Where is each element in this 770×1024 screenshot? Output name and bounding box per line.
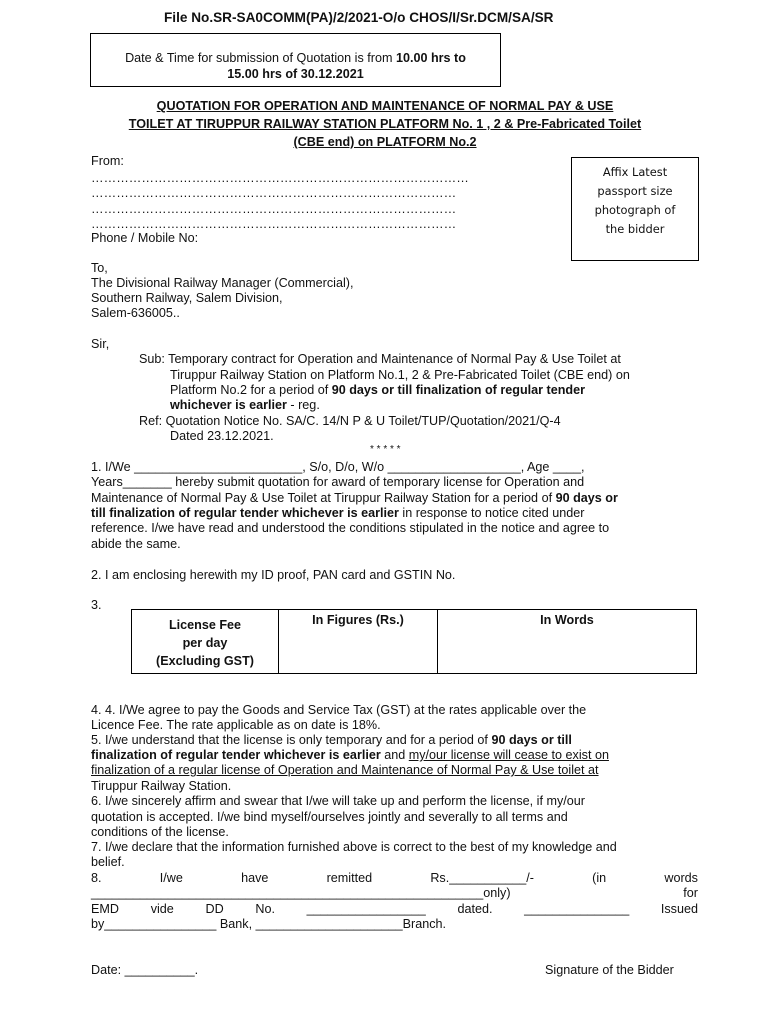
para6-line-2: quotation is accepted. I/we bind myself/ourselves jointly and severally to all terms and bbox=[91, 810, 568, 824]
para6-line-3: conditions of the license. bbox=[91, 825, 229, 839]
para8-line-2: ________________________________________________________only) for bbox=[91, 886, 698, 900]
para1-line-5: reference. I/we have read and understood the conditions stipulated in the notice and agree to bbox=[91, 521, 610, 535]
to-label: To, bbox=[91, 261, 108, 275]
salutation: Sir, bbox=[91, 337, 110, 351]
para5-line-1: 5. I/we understand that the license is only temporary and for a period of 90 days or till bbox=[91, 733, 572, 747]
deadline-line-2: 15.00 hrs of 30.12.2021 bbox=[227, 67, 364, 81]
para8-line-4: by________________ Bank, _____________________Branch. bbox=[91, 917, 447, 931]
deadline-line-1: Date & Time for submission of Quotation is from 10.00 hrs to bbox=[125, 51, 466, 65]
para7-line-2: belief. bbox=[91, 855, 125, 869]
from-dots-4: …………………………………………………………………………… bbox=[91, 217, 457, 231]
para7-line-1: 7. I/we declare that the information furnished above is correct to the best of my knowledge and bbox=[91, 840, 617, 854]
in-words-header: In Words bbox=[438, 610, 697, 674]
from-dots-3: …………………………………………………………………………… bbox=[91, 202, 457, 216]
para5-line-4: Tiruppur Railway Station. bbox=[91, 779, 232, 793]
para8-line-3: EMD vide DD No. _________________ dated. _______________ Issued bbox=[91, 902, 698, 916]
para4-line-1: 4. 4. I/We agree to pay the Goods and Service Tax (GST) at the rates applicable over the bbox=[91, 703, 587, 717]
para6-line-1: 6. I/we sincerely affirm and swear that I/we will take up and perform the license, if my/our bbox=[91, 794, 585, 808]
para1-line-4: till finalization of regular tender whichever is earlier in response to notice cited under bbox=[91, 506, 585, 520]
photo-line-4: the bidder bbox=[605, 222, 665, 236]
phone-label: Phone / Mobile No: bbox=[91, 231, 199, 245]
to-line-3: Salem-636005.. bbox=[91, 306, 180, 320]
photo-box bbox=[571, 157, 699, 261]
from-dots-2: …………………………………………………………………………… bbox=[91, 186, 457, 200]
title-line-3: (CBE end) on PLATFORM No.2 bbox=[293, 135, 477, 149]
para1-line-2: Years_______ hereby submit quotation for award of temporary license for Operation and bbox=[91, 475, 585, 489]
signature-label: Signature of the Bidder bbox=[545, 963, 674, 977]
file-number: File No.SR-SA0COMM(PA)/2/2021-O/o CHOS/I/Sr.DCM/SA/SR bbox=[164, 10, 554, 25]
para5-line-3: finalization of a regular license of Operation and Maintenance of Normal Pay & Use toilet at bbox=[91, 763, 599, 777]
separator-stars: * * * * * bbox=[370, 444, 401, 455]
date-field: Date: __________. bbox=[91, 963, 199, 977]
in-figures-header: In Figures (Rs.) bbox=[279, 610, 438, 674]
subject-line-3: Platform No.2 for a period of 90 days or till finalization of regular tender bbox=[170, 383, 586, 397]
photo-line-1: Affix Latest bbox=[602, 165, 668, 179]
para2: 2. I am enclosing herewith my ID proof, PAN card and GSTIN No. bbox=[91, 568, 456, 582]
para8-line-1: 8. I/we have remitted Rs.___________/- (in words bbox=[91, 871, 698, 885]
subject-line-1: Sub: Temporary contract for Operation and Maintenance of Normal Pay & Use Toilet at bbox=[139, 352, 621, 366]
title-line-1: QUOTATION FOR OPERATION AND MAINTENANCE OF NORMAL PAY & USE bbox=[156, 99, 614, 113]
reference-line-2: Dated 23.12.2021. bbox=[170, 429, 274, 443]
photo-line-2: passport size bbox=[597, 184, 673, 198]
from-dots-1: ……………………………………………………………………………… bbox=[91, 171, 469, 185]
title-line-2: TOILET AT TIRUPPUR RAILWAY STATION PLATFORM No. 1 , 2 & Pre-Fabricated Toilet bbox=[128, 117, 642, 131]
license-fee-table bbox=[131, 609, 697, 674]
reference-line-1: Ref: Quotation Notice No. SA/C. 14/N P & U Toilet/TUP/Quotation/2021/Q-4 bbox=[139, 414, 561, 428]
para5-line-2: finalization of regular tender whichever is earlier and my/our license will cease to exist on bbox=[91, 748, 609, 762]
subject-line-2: Tiruppur Railway Station on Platform No.1, 2 & Pre-Fabricated Toilet (CBE end) on bbox=[170, 368, 630, 382]
para1-line-3: Maintenance of Normal Pay & Use Toilet at Tiruppur Railway Station for a period of 90 days or bbox=[91, 491, 618, 505]
para1-line-6: abide the same. bbox=[91, 537, 181, 551]
subject-line-4: whichever is earlier - reg. bbox=[170, 398, 320, 412]
para4-line-2: Licence Fee. The rate applicable as on date is 18%. bbox=[91, 718, 381, 732]
to-line-1: The Divisional Railway Manager (Commercial), bbox=[91, 276, 354, 290]
submission-deadline-box bbox=[90, 33, 501, 87]
para3-label: 3. bbox=[91, 598, 102, 612]
to-line-2: Southern Railway, Salem Division, bbox=[91, 291, 283, 305]
para1-line-1: 1. I/We ________________________, S/o, D/o, W/o ___________________, Age ____, bbox=[91, 460, 585, 474]
photo-line-3: photograph of bbox=[594, 203, 676, 217]
from-label: From: bbox=[91, 154, 124, 168]
license-fee-label: License Fee per day (Excluding GST) bbox=[132, 610, 279, 674]
